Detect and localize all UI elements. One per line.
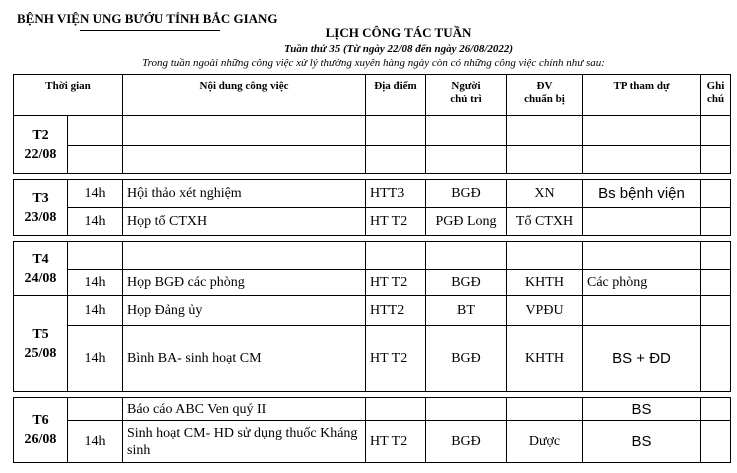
content-cell	[123, 116, 366, 146]
host-cell: BGĐ	[426, 421, 507, 463]
attendees-cell: BS + ĐD	[583, 326, 701, 392]
unit-cell: Tổ CTXH	[507, 208, 583, 236]
host-cell	[426, 398, 507, 421]
time-cell	[68, 116, 123, 146]
host-cell	[426, 242, 507, 270]
place-cell: HTT3	[366, 180, 426, 208]
host-cell: BGĐ	[426, 180, 507, 208]
note-cell	[701, 421, 731, 463]
content-cell: Sinh hoạt CM- HD sử dụng thuốc Kháng sinh	[123, 421, 366, 463]
unit-cell	[507, 242, 583, 270]
table-row	[14, 421, 731, 463]
content-cell: Bình BA- sinh hoạt CM	[123, 326, 366, 392]
host-cell	[426, 116, 507, 146]
place-cell: HT T2	[366, 208, 426, 236]
table-header-row	[14, 75, 731, 116]
place-cell: HTT2	[366, 296, 426, 326]
note-cell	[701, 116, 731, 146]
day-cell-t4: T4 24/08	[14, 242, 68, 296]
day-cell-t2: T2 22/08	[14, 116, 68, 174]
host-cell	[426, 146, 507, 174]
attendees-cell: BS	[583, 421, 701, 463]
col-header-attendees: TP tham dự	[583, 75, 701, 116]
host-cell: BGĐ	[426, 326, 507, 392]
weekly-schedule-table	[13, 74, 731, 463]
note-cell	[701, 270, 731, 296]
attendees-cell: Các phòng	[583, 270, 701, 296]
place-cell	[366, 398, 426, 421]
day-cell-t5: T5 25/08	[14, 296, 68, 392]
host-cell: PGĐ Long	[426, 208, 507, 236]
col-header-content: Nội dung công việc	[123, 75, 366, 116]
time-cell: 14h	[68, 208, 123, 236]
place-cell	[366, 146, 426, 174]
unit-cell: XN	[507, 180, 583, 208]
table-row	[14, 270, 731, 296]
attendees-cell	[583, 116, 701, 146]
note-cell	[701, 398, 731, 421]
content-cell: Họp Đảng ủy	[123, 296, 366, 326]
host-cell: BGĐ	[426, 270, 507, 296]
attendees-cell	[583, 242, 701, 270]
attendees-cell: BS	[583, 398, 701, 421]
table-row	[14, 116, 731, 146]
place-cell: HT T2	[366, 421, 426, 463]
day-cell-t3: T3 23/08	[14, 180, 68, 236]
attendees-cell	[583, 146, 701, 174]
content-cell	[123, 242, 366, 270]
place-cell	[366, 242, 426, 270]
time-cell	[68, 242, 123, 270]
content-cell: Hội thảo xét nghiệm	[123, 180, 366, 208]
table-row	[14, 208, 731, 236]
note-cell	[701, 208, 731, 236]
time-cell: 14h	[68, 180, 123, 208]
table-row	[14, 326, 731, 392]
col-header-time: Thời gian	[14, 75, 123, 116]
schedule-title: LỊCH CÔNG TÁC TUẦN	[325, 25, 472, 40]
attendees-cell	[583, 208, 701, 236]
table-row	[14, 180, 731, 208]
content-cell	[123, 146, 366, 174]
time-cell: 14h	[68, 326, 123, 392]
table-row	[14, 242, 731, 270]
attendees-cell	[583, 296, 701, 326]
time-cell	[68, 146, 123, 174]
col-header-note: Ghi chú	[701, 75, 731, 116]
note-cell	[701, 296, 731, 326]
col-header-unit: ĐV chuẩn bị	[507, 75, 583, 116]
content-cell: Họp tổ CTXH	[123, 208, 366, 236]
attendees-cell: Bs bệnh viện	[583, 180, 701, 208]
time-cell	[68, 398, 123, 421]
note-cell	[701, 326, 731, 392]
content-cell: Họp BGĐ các phòng	[123, 270, 366, 296]
schedule-note: Trong tuần ngoài những công việc xử lý thường xuyên hàng ngày còn có những công việc chính như sau:	[142, 57, 605, 69]
host-cell: BT	[426, 296, 507, 326]
unit-cell: KHTH	[507, 326, 583, 392]
unit-cell: KHTH	[507, 270, 583, 296]
unit-cell	[507, 116, 583, 146]
time-cell: 14h	[68, 421, 123, 463]
time-cell: 14h	[68, 270, 123, 296]
table-row	[14, 146, 731, 174]
unit-cell	[507, 398, 583, 421]
place-cell: HT T2	[366, 326, 426, 392]
unit-cell	[507, 146, 583, 174]
time-cell: 14h	[68, 296, 123, 326]
place-cell	[366, 116, 426, 146]
hospital-name: BỆNH VIỆN UNG BƯỚU TỈNH BẮC GIANG	[17, 11, 278, 26]
note-cell	[701, 146, 731, 174]
table-row	[14, 296, 731, 326]
col-header-place: Địa điểm	[366, 75, 426, 116]
note-cell	[701, 180, 731, 208]
col-header-host: Người chủ trì	[426, 75, 507, 116]
unit-cell: VPĐU	[507, 296, 583, 326]
unit-cell: Dược	[507, 421, 583, 463]
note-cell	[701, 242, 731, 270]
week-range: Tuần thứ 35 (Từ ngày 22/08 đến ngày 26/08/2022)	[283, 43, 514, 55]
day-cell-t6: T6 26/08	[14, 398, 68, 463]
place-cell: HT T2	[366, 270, 426, 296]
content-cell: Báo cáo ABC Ven quý II	[123, 398, 366, 421]
table-row	[14, 398, 731, 421]
